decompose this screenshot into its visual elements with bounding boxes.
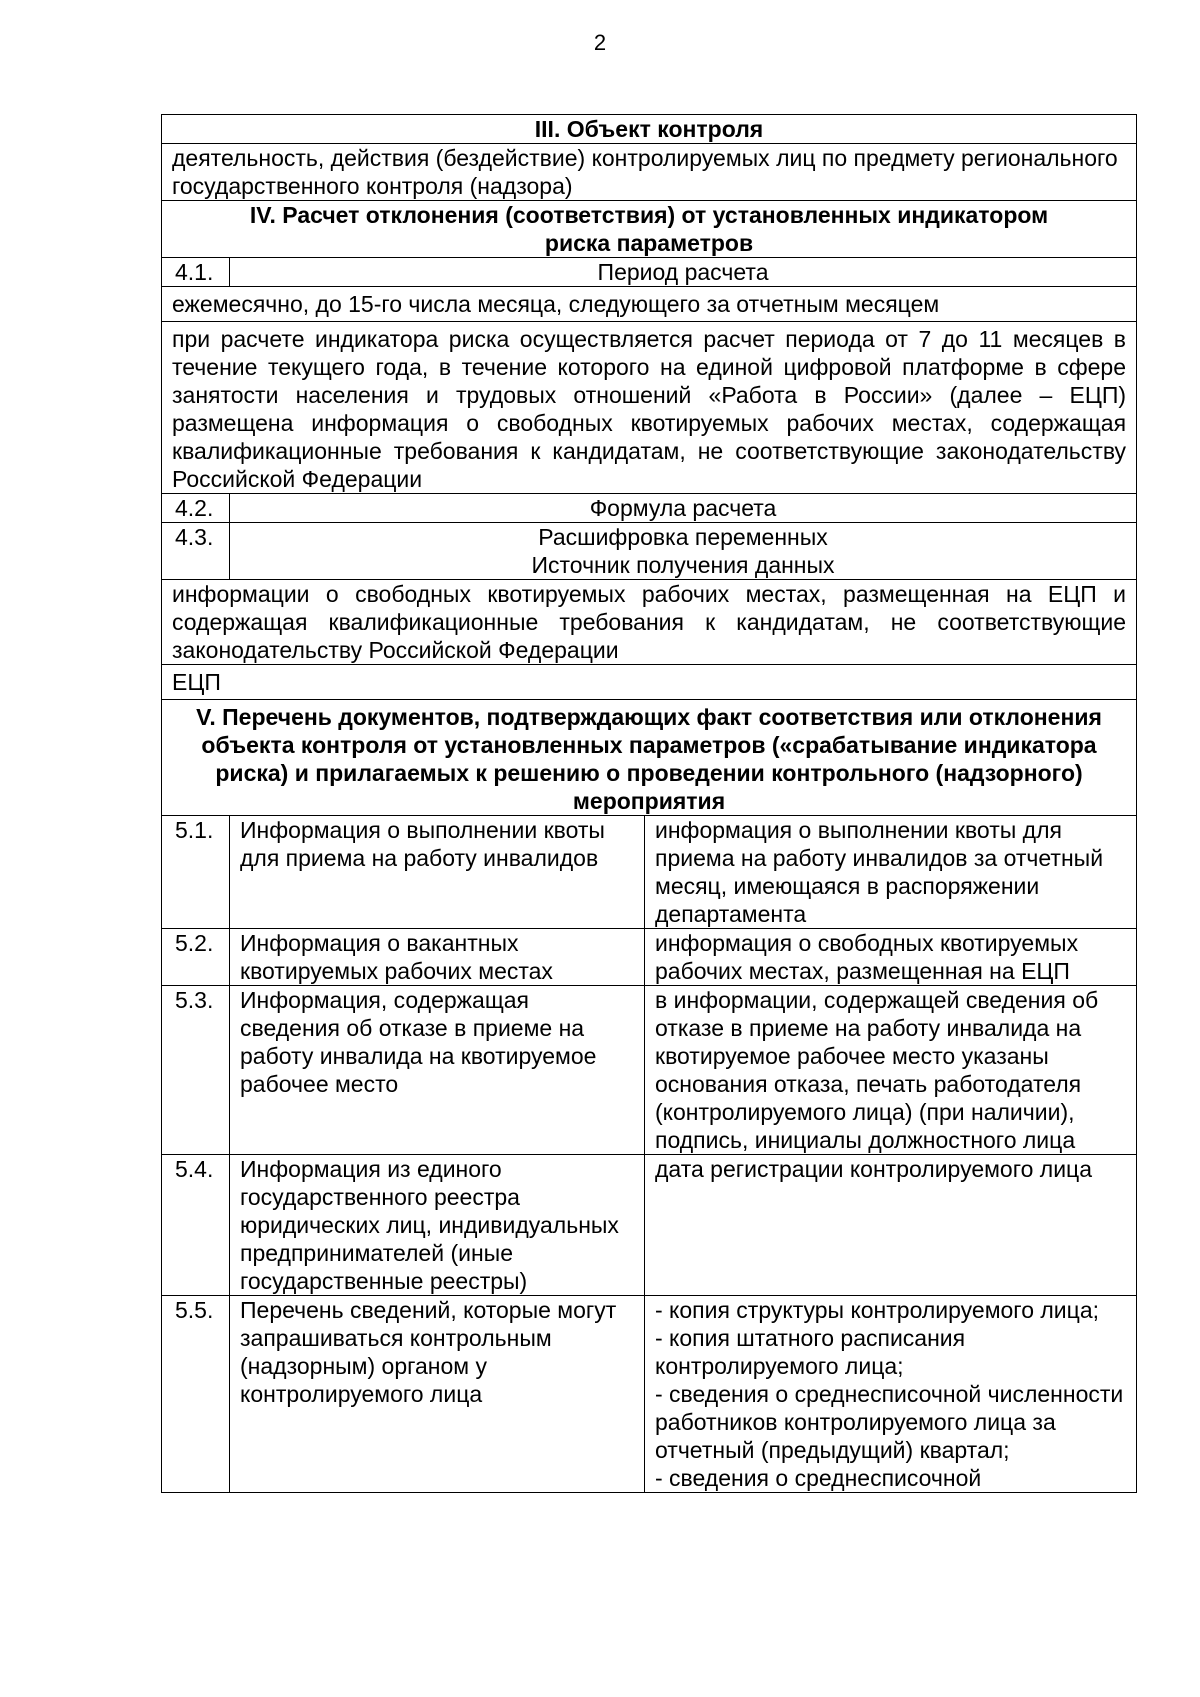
row-number: 5.2. (162, 929, 230, 986)
section-3-row (162, 144, 1137, 201)
page-number: 2 (593, 30, 607, 55)
table-row (162, 986, 1137, 1155)
document-name: Информация о выполнении квоты для приема на работу инвалидов (230, 816, 645, 929)
variables-row (162, 580, 1137, 665)
period-details-text: при расчете индикатора риска осуществляется расчет периода от 7 до 11 месяцев в течение текущего года, в течение которого на единой цифровой платформе в сфере занятости населения и трудовых отношений «Работа в России» (далее – ЕЦП) размещена информация о свободных квотируемых рабочих местах, содержащая квалификационные требования к кандидатам, не соответствующие законодательству Российской Федерации (162, 322, 1137, 494)
row-label (230, 523, 1137, 580)
row-number: 4.3. (162, 523, 230, 580)
section-3-header (162, 115, 1137, 144)
row-4-3 (162, 523, 1137, 580)
section-3-title: III. Объект контроля (162, 115, 1137, 144)
table-row (162, 1296, 1137, 1493)
row-label: Формула расчета (230, 494, 1137, 523)
row-4-1 (162, 258, 1137, 287)
row-number: 4.2. (162, 494, 230, 523)
period-row (162, 287, 1137, 322)
period-details-row (162, 322, 1137, 494)
row-4-2 (162, 494, 1137, 523)
table-row (162, 929, 1137, 986)
row-number: 5.5. (162, 1296, 230, 1493)
document-description: информация о выполнении квоты для приема на работу инвалидов за отчетный месяц, имеющаяся в распоряжении департамента (645, 816, 1137, 929)
document-description: дата регистрации контролируемого лица (645, 1155, 1137, 1296)
document-description: - копия структуры контролируемого лица; - копия штатного расписания контролируемого лица; - сведения о среднесписочной численности работников контролируемого лица за отчетный (предыдущий) квартал; - сведения о среднесписочной (645, 1296, 1137, 1493)
section-4-header (162, 201, 1137, 258)
document-name: Информация, содержащая сведения об отказе в приеме на работу инвалида на квотируемое рабочее место (230, 986, 645, 1155)
section-5-title: V. Перечень документов, подтверждающих факт соответствия или отклонения объекта контроля от установленных параметров («срабатывание индикатора риска) и прилагаемых к решению о проведении контрольного (надзорного) мероприятия (162, 700, 1137, 816)
section-4-title: IV. Расчет отклонения (соответствия) от установленных индикатором риска параметров (162, 201, 1137, 258)
period-text: ежемесячно, до 15-го числа месяца, следующего за отчетным месяцем (162, 287, 1137, 322)
row-number: 5.1. (162, 816, 230, 929)
row-number: 5.4. (162, 1155, 230, 1296)
row-number: 5.3. (162, 986, 230, 1155)
source-text: ЕЦП (162, 665, 1137, 700)
document-description: в информации, содержащей сведения об отказе в приеме на работу инвалида на квотируемое рабочее место указаны основания отказа, печать работодателя (контролируемого лица) (при наличии), подпись, инициалы должностного лица (645, 986, 1137, 1155)
data-source-label: Источник получения данных (531, 552, 835, 578)
variables-text: информации о свободных квотируемых рабочих местах, размещенная на ЕЦП и содержащая квалификационные требования к кандидатам, не соответствующие законодательству Российской Федерации (162, 580, 1137, 665)
row-label: Период расчета (230, 258, 1137, 287)
document-name: Информация о вакантных квотируемых рабочих местах (230, 929, 645, 986)
risk-indicator-table (161, 114, 1137, 1493)
document-name: Перечень сведений, которые могут запрашиваться контрольным (надзорным) органом у контролируемого лица (230, 1296, 645, 1493)
section-5-header (162, 700, 1137, 816)
document-name: Информация из единого государственного реестра юридических лиц, индивидуальных предпринимателей (иные государственные реестры) (230, 1155, 645, 1296)
variables-label: Расшифровка переменных (538, 524, 828, 550)
table-row (162, 816, 1137, 929)
control-object-text: деятельность, действия (бездействие) контролируемых лиц по предмету регионального государственного контроля (надзора) (162, 144, 1137, 201)
document-description: информация о свободных квотируемых рабочих местах, размещенная на ЕЦП (645, 929, 1137, 986)
table-row (162, 1155, 1137, 1296)
row-number: 4.1. (162, 258, 230, 287)
source-row (162, 665, 1137, 700)
